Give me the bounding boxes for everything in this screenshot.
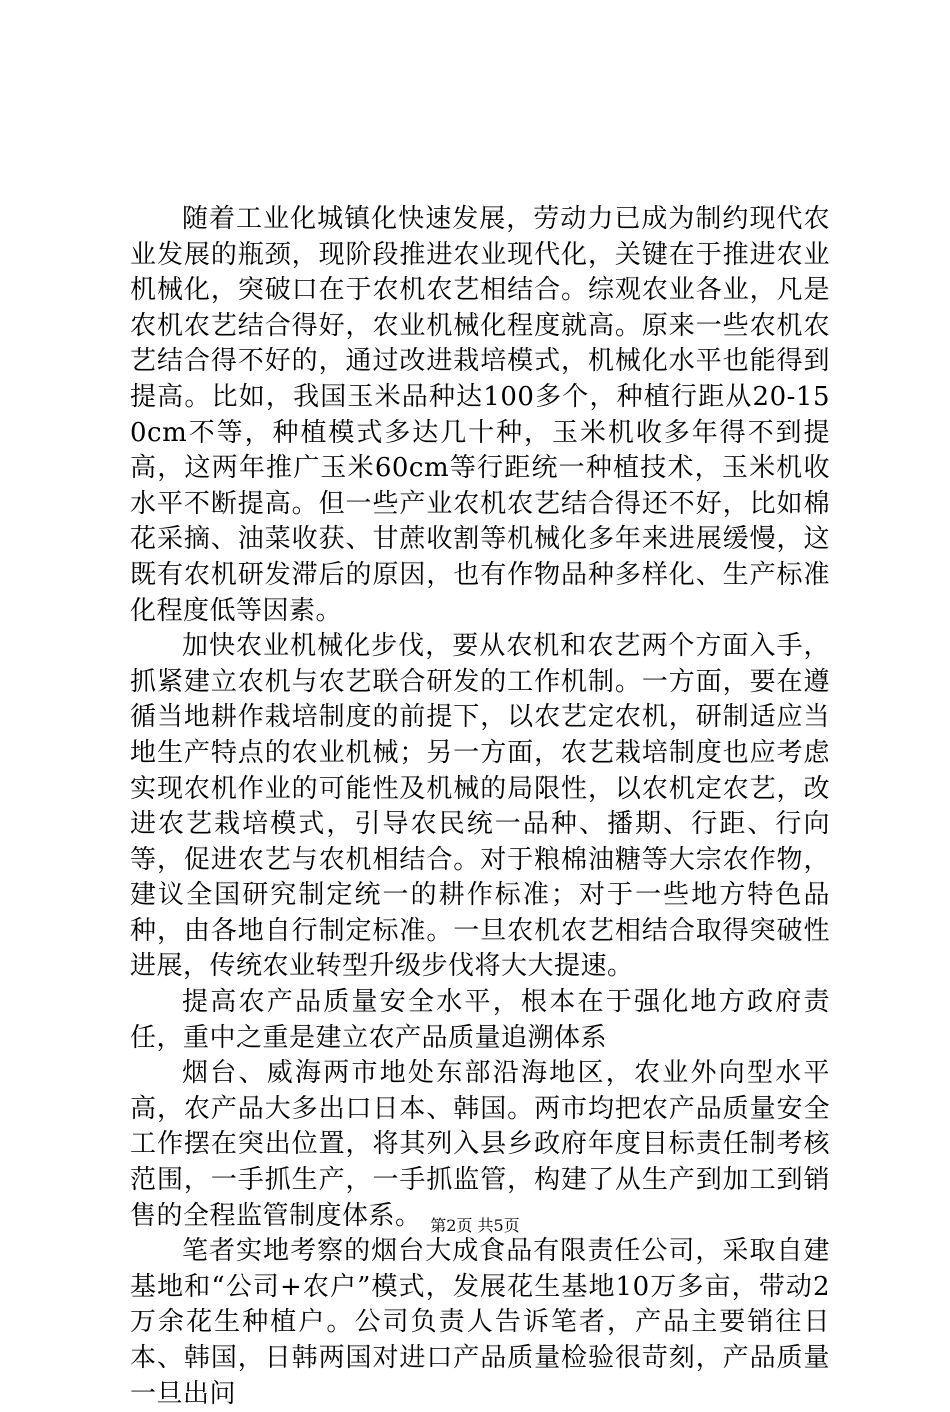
page-number: 第2页 共5页 [430, 1216, 520, 1235]
paragraph-4: 烟台、威海两市地处东部沿海地区，农业外向型水平高，农产品大多出口日本、韩国。两市均把农产品质量安全工作摆在突出位置，将其列入县乡政府年度目标责任制考核范围，一手抓生产，一手抓监管，构建了从生产到加工到销售的全程监管制度体系。 [130, 1058, 830, 1231]
paragraph-2: 加快农业机械化步伐，要从农机和农艺两个方面入手，抓紧建立农机与农艺联合研发的工作机制。一方面，要在遵循当地耕作栽培制度的前提下，以农艺定农机，研制适应当地生产特点的农业机械；另一方面，农艺栽培制度也应考虑实现农机作业的可能性及机械的局限性，以农机定农艺，改进农艺栽培模式，引导农民统一品种、播期、行距、行向等，促进农艺与农机相结合。对于粮棉油糖等大宗农作物，建议全国研究制定统一的耕作标准；对于一些地方特色品种，由各地自行制定标准。一旦农机农艺相结合取得突破性进展，传统农业转型升级步伐将大大提速。 [130, 631, 830, 982]
page-footer [0, 1216, 950, 1236]
paragraph-1: 随着工业化城镇化快速发展，劳动力已成为制约现代农业发展的瓶颈，现阶段推进农业现代化，关键在于推进农业机械化，突破口在于农机农艺相结合。综观农业各业，凡是农机农艺结合得好，农业机械化程度就高。原来一些农机农艺结合得不好的，通过改进栽培模式，机械化水平也能得到提高。比如，我国玉米品种达100多个，种植行距从20-150cm不等，种植模式多达几十种，玉米机收多年得不到提高，这两年推广玉米60cm等行距统一种植技术，玉米机收水平不断提高。但一些产业农机农艺结合得还不好，比如棉花采摘、油菜收获、甘蔗收割等机械化多年来进展缓慢，这既有农机研发滞后的原因，也有作物品种多样化、生产标准化程度低等因素。 [130, 204, 830, 626]
paragraph-3-heading: 提高农产品质量安全水平，根本在于强化地方政府责任，重中之重是建立农产品质量追溯体系 [130, 987, 830, 1053]
paragraph-5: 笔者实地考察的烟台大成食品有限责任公司，采取自建基地和“公司+农户”模式，发展花生基地10万多亩，带动2万余花生种植户。公司负责人告诉笔者，产品主要销往日本、韩国，日韩两国对进口产品质量检验很苛刻，产品质量一旦出问 [130, 1236, 830, 1409]
